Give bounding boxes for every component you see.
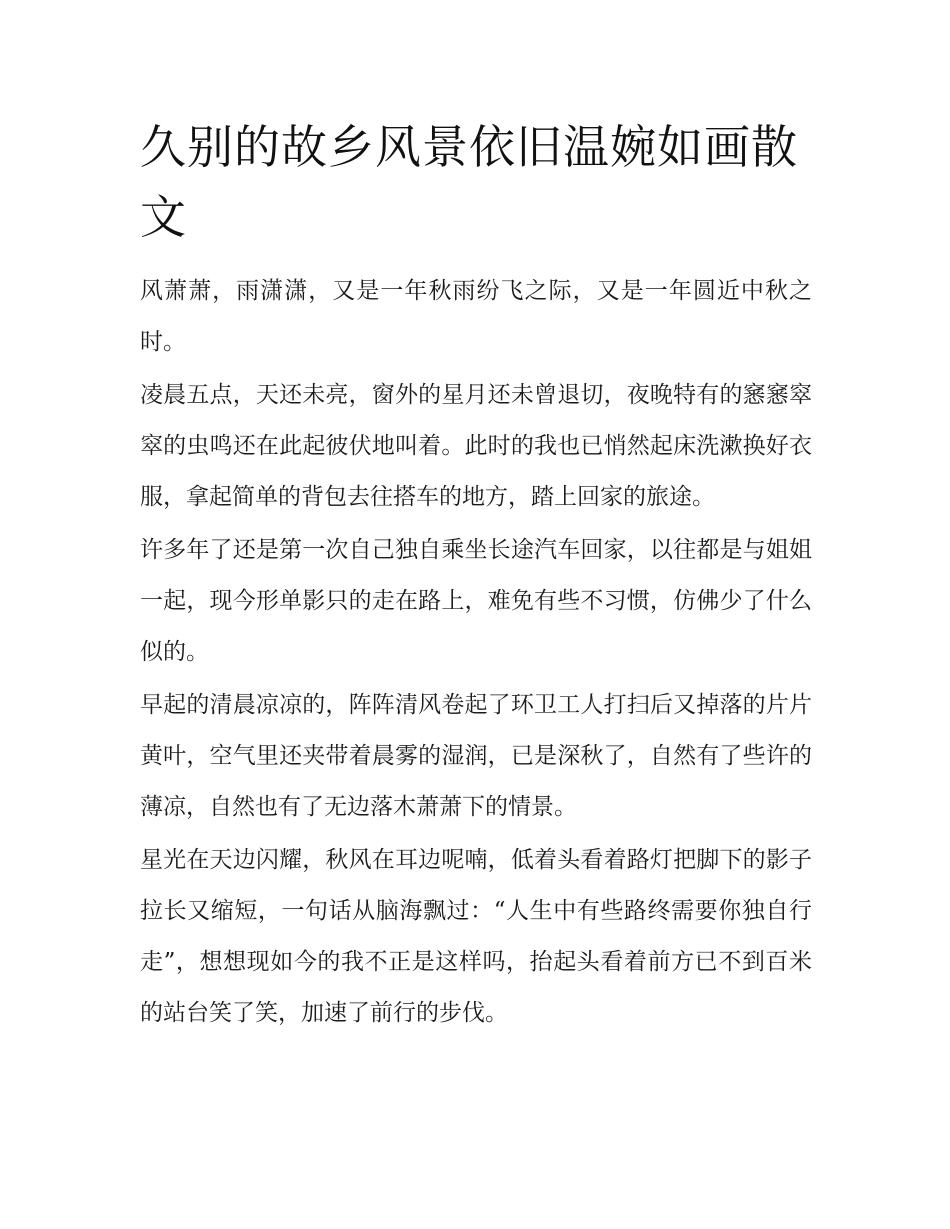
article-title: 久别的故乡风景依旧温婉如画散文: [140, 120, 798, 244]
paragraph: 许多年了还是第一次自己独自乘坐长途汽车回家，以往都是与姐姐一起，现今形单影只的走在路上，难免有些不习惯，仿佛少了什么似的。: [140, 537, 812, 665]
paragraph: 早起的清晨凉凉的，阵阵清风卷起了环卫工人打扫后又掉落的片片黄叶，空气里还夹带着晨雾的湿润，已是深秋了，自然有了些许的薄凉，自然也有了无边落木萧萧下的情景。: [140, 692, 812, 820]
paragraph: 凌晨五点，天还未亮，窗外的星月还未曾退切，夜晚特有的窸窸窣窣的虫鸣还在此起彼伏地叫着。此时的我也已悄然起床洗漱换好衣服，拿起简单的背包去往搭车的地方，踏上回家的旅途。: [140, 382, 812, 510]
document-page: [140, 112, 812, 1041]
paragraph: 星光在天边闪耀，秋风在耳边呢喃，低着头看着路灯把脚下的影子拉长又缩短，一句话从脑海飘过：“人生中有些路终需要你独自行走”，想想现如今的我不正是这样吗，抬起头看着前方已不到百米的站台笑了笑，加速了前行的步伐。: [140, 847, 812, 1026]
paragraph: 风萧萧，雨潇潇，又是一年秋雨纷飞之际，又是一年圆近中秋之时。: [140, 278, 812, 355]
